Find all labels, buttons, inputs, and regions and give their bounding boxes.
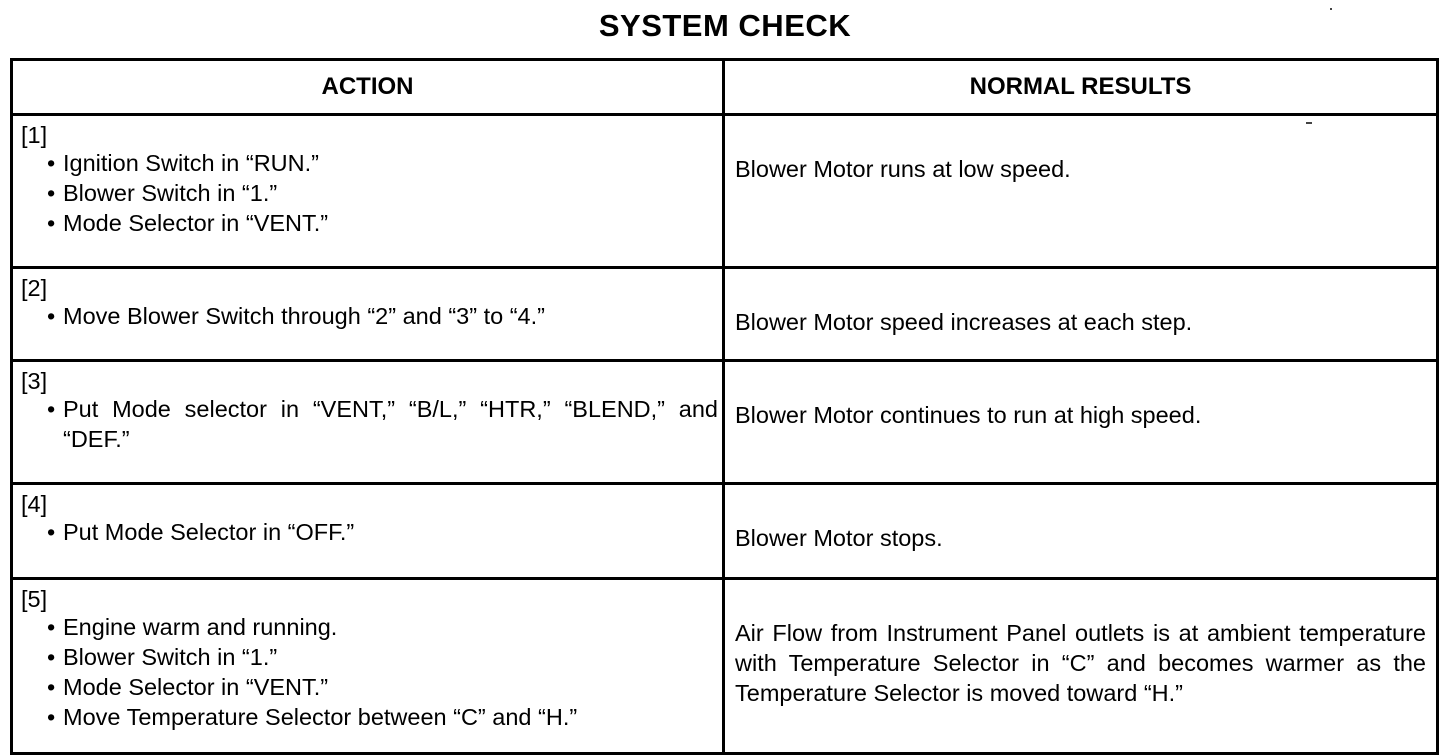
column-header-action: ACTION [12,60,724,115]
result-cell [724,268,1438,361]
action-item: • Mode Selector in “VENT.” [63,672,718,702]
action-item: • Blower Switch in “1.” [63,642,718,672]
action-item: • Put Mode Selector in “OFF.” [63,517,718,547]
action-item: • Blower Switch in “1.” [63,178,718,208]
action-item: • Put Mode selector in “VENT,” “B/L,” “HTR,” “BLEND,” and “DEF.” [63,394,718,454]
result-cell [724,484,1438,579]
result-cell [724,115,1438,268]
action-list [21,394,718,454]
result-cell [724,361,1438,484]
action-cell [12,361,724,484]
step-number: [1] [21,122,48,148]
action-item: • Mode Selector in “VENT.” [63,208,718,238]
table-row [12,268,1438,361]
page-title: SYSTEM CHECK [598,8,852,43]
action-item: • Move Blower Switch through “2” and “3” to “4.” [63,301,718,331]
table-row [12,579,1438,754]
action-item: • Engine warm and running. [63,612,718,642]
action-list [21,148,718,238]
step-number: [3] [21,368,48,394]
result-text: Blower Motor stops. [735,525,943,551]
action-cell [12,484,724,579]
scan-speck [1330,8,1332,10]
action-item: • Ignition Switch in “RUN.” [63,148,718,178]
step-number: [5] [21,586,48,612]
step-number: [4] [21,491,48,517]
table-row [12,484,1438,579]
result-cell [724,579,1438,754]
action-cell [12,268,724,361]
action-item: • Move Temperature Selector between “C” and “H.” [63,702,718,732]
result-text: Air Flow from Instrument Panel outlets is at ambient temperature with Temperature Selector in “C” and becomes warmer as the Temperature Selector is moved toward “H.” [735,620,1426,706]
column-header-results: NORMAL RESULTS [724,60,1438,115]
table-row [12,361,1438,484]
system-check-table [10,58,1439,755]
action-list [21,517,718,547]
result-text: Blower Motor runs at low speed. [735,156,1071,182]
result-text: Blower Motor speed increases at each step. [735,309,1193,335]
action-list [21,301,718,331]
action-list [21,612,718,732]
scan-speck [1306,122,1312,124]
action-cell [12,579,724,754]
step-number: [2] [21,275,48,301]
table-row [12,115,1438,268]
table-header-row [12,60,1438,115]
result-text: Blower Motor continues to run at high speed. [735,402,1202,428]
action-cell [12,115,724,268]
